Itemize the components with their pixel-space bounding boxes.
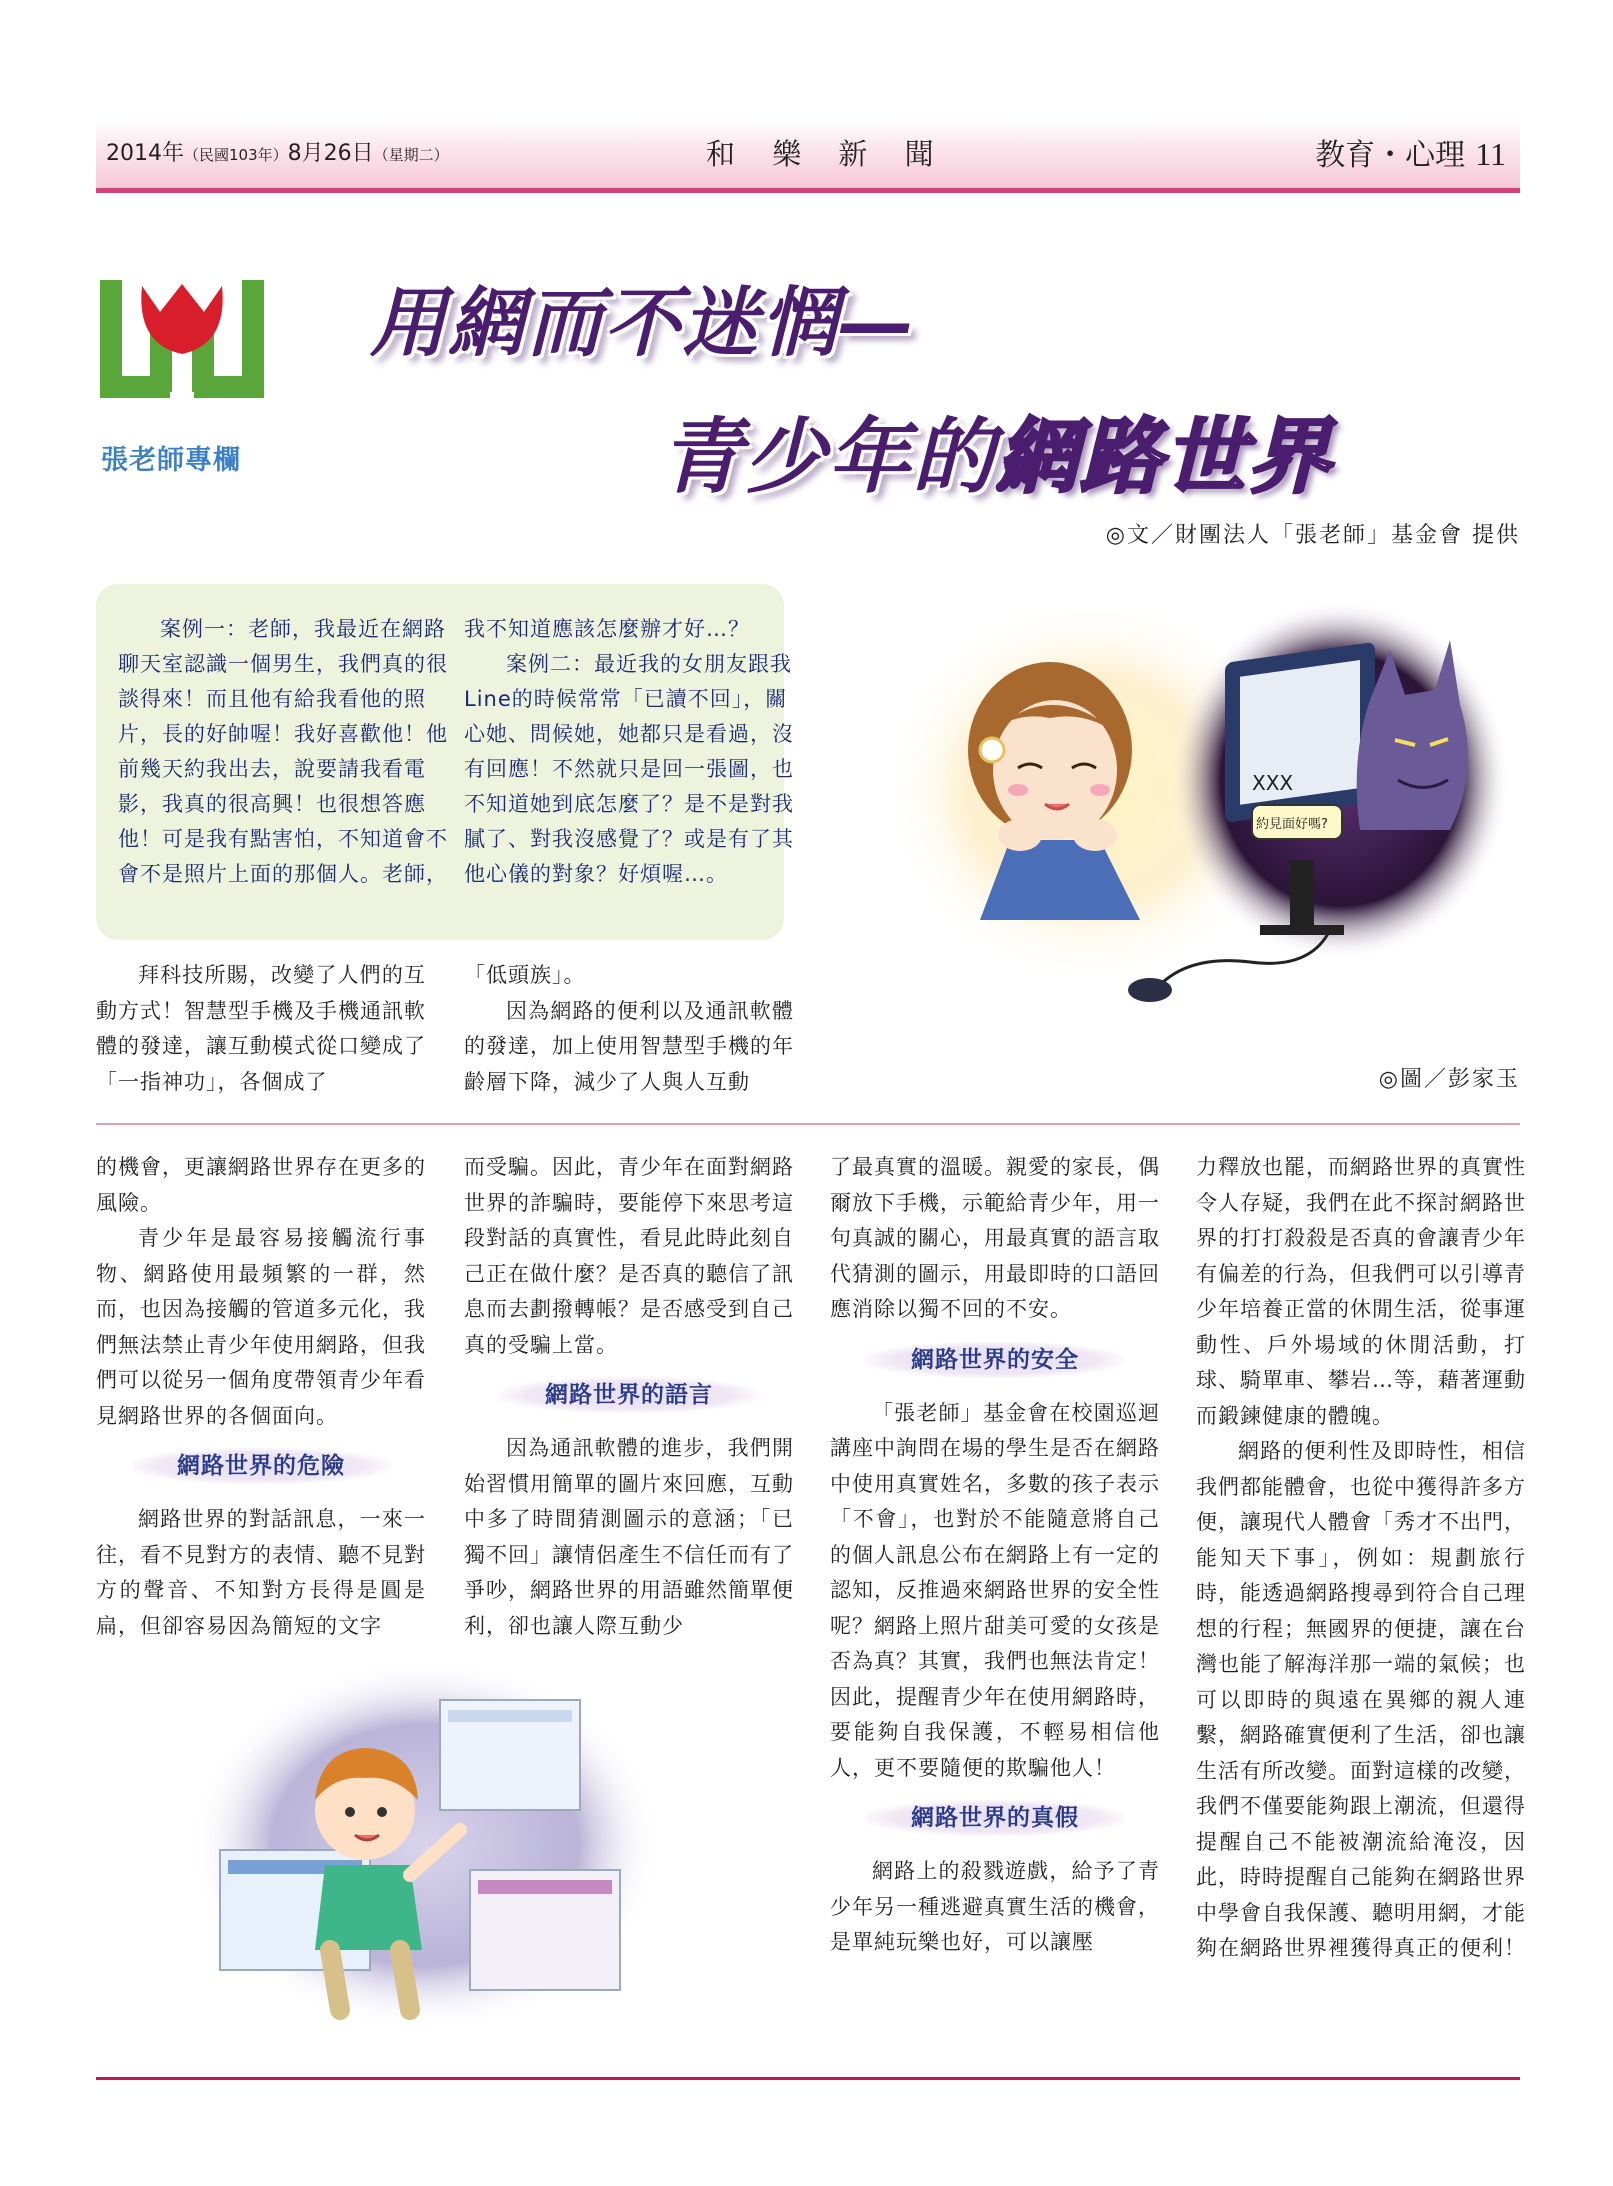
boy-web-illustration [190, 1660, 660, 2030]
intro-paragraph-2b: 因為網路的便利以及通訊軟體的發達，加上使用智慧型手機的年齡層下降，減少了人與人互動 [464, 998, 794, 1094]
body-column-1 [96, 1150, 426, 1644]
case-column-1 [118, 612, 448, 892]
date-year: 2014年 [106, 141, 184, 166]
case-two-text: 案例二：最近我的女朋友跟我Line的時候常常「已讀不回」，關心她、問候她，她都只是看過，沒有回應！不然就只是回一張圖，也不知道她到底怎麼了？是不是對我膩了、對我沒感覺了？或是有了其他心儀的對象？好煩喔…。 [464, 652, 794, 886]
body-column-4 [1196, 1150, 1526, 1967]
body-paragraph: 青少年是最容易接觸流行事物、網路使用最頻繁的一群，然而，也因為接觸的管道多元化，我們無法禁止青少年使用網路，但我們可以從另一個角度帶領青少年看見網路世界的各個面向。 [96, 1226, 426, 1428]
logo-caption: 張老師專欄 [101, 445, 241, 476]
section-title [1315, 130, 1506, 174]
newspaper-name: 和 樂 新 聞 [706, 137, 948, 171]
body-paragraph: 網路的便利性及即時性，相信我們都能體會，也從中獲得許多方便，讓現代人體會「秀才不出門，能知天下事」，例如：規劃旅行時，能透過網路搜尋到符合自己理想的行程；無國界的便捷，讓在台灣也能了解海洋那一端的氣候；也可以即時的與遠在異鄉的親人連繫，網路確實便利了生活，卻也讓生活有所改變。面對這樣的改變，我們不僅要能夠跟上潮流，但還得提醒自己不能被潮流給淹沒，因此，時時提醒自己能夠在網路世界中學會自我保護、聽明用網，才能夠在網路世界裡獲得真正的便利！ [1196, 1439, 1526, 1960]
case-column-2 [464, 612, 794, 892]
issue-date [106, 136, 449, 167]
body-paragraph: 了最真實的溫暖。親愛的家長，偶爾放下手機，示範給青少年，用一句真誠的關心，用最真實的語言取代猜測的圖示，用最即時的口語回應消除以獨不回的不安。 [830, 1155, 1160, 1321]
case-one-text: 案例一：老師，我最近在網路聊天室認識一個男生，我們真的很談得來！而且他有給我看他的照片，長的好帥喔！我好喜歡他！他前幾天約我出去，說要請我看電影，我真的很高興！也很想答應他！可是我有點害怕，不知道會不會不是照片上面的那個人。老師， [118, 617, 448, 886]
bottom-rule [96, 2077, 1520, 2080]
body-paragraph: 網路世界的對話訊息，一來一往，看不見對方的表情、聽不見對方的聲音、不知對方長得是圓是扁，但卻容易因為簡短的文字 [96, 1507, 426, 1638]
column-logo [98, 272, 266, 452]
body-column-2 [464, 1150, 794, 1644]
section-name: 教育・心理 [1315, 138, 1466, 173]
headline-outline: 網路世界 [996, 410, 1332, 505]
body-paragraph: 因為通訊軟體的進步，我們開始習慣用簡單的圖片來回應，互動中多了時間猜測圖示的意涵；「已獨不回」讓情侶產生不信任而有了爭吵，網路世界的用語雖然簡單便利，卻也讓人際互動少 [464, 1436, 794, 1638]
intro-column-2 [464, 958, 794, 1100]
byline: ◎文／財團法人「張老師」基金會 提供 [1105, 523, 1520, 548]
body-paragraph: 的機會，更讓網路世界存在更多的風險。 [96, 1155, 426, 1215]
page-header [96, 120, 1520, 193]
intro-paragraph-2a: 「低頭族」。 [464, 963, 586, 987]
body-paragraph: 而受騙。因此，青少年在面對網路世界的詐騙時，要能停下來思考這段對話的真實性，看見此時此刻自己正在做什麼？是否真的聽信了訊息而去劃撥轉帳？是否感受到自己真的受騙上當。 [464, 1155, 794, 1357]
screen-label: XXX [1252, 771, 1294, 795]
body-paragraph: 網路上的殺戮遊戲，給予了青少年另一種逃避真實生活的機會，是單純玩樂也好，可以讓壓 [830, 1859, 1160, 1954]
intro-column-1 [96, 958, 426, 1100]
screen-bubble: 約見面好嗎? [1256, 817, 1328, 832]
date-weekday: （星期二） [373, 146, 449, 164]
subheading-truth: 網路世界的真假 [865, 1800, 1125, 1836]
figure-credit: ◎圖／彭家玉 [1378, 1067, 1520, 1092]
subheading-safety: 網路世界的安全 [865, 1342, 1125, 1378]
body-column-3 [830, 1150, 1160, 1961]
section-divider [96, 1123, 1520, 1125]
headline-line-1: 用網而不迷惘— [370, 278, 916, 367]
date-roc: （民國103年） [184, 146, 288, 164]
subheading-danger: 網路世界的危險 [131, 1448, 391, 1484]
subheading-language: 網路世界的語言 [499, 1377, 759, 1413]
headline-line-2 [660, 392, 1332, 509]
body-paragraph: 力釋放也罷，而網路世界的真實性令人存疑，我們在此不探討網路世界的打打殺殺是否真的會讓青少年有偏差的行為，但我們可以引導青少年培養正當的休閒生活，從事運動性、戶外場域的休閒活動，打球、騎單車、攀岩…等，藉著運動而鍛鍊健康的體魄。 [1196, 1155, 1526, 1428]
girl-computer-illustration [890, 590, 1510, 1030]
page-number: 11 [1475, 136, 1506, 172]
date-day: 8月26日 [287, 141, 374, 166]
headline-plain: 青少年的 [660, 410, 996, 505]
case-one-ending: 我不知道應該怎麼辦才好…？ [464, 617, 750, 641]
intro-paragraph-1: 拜科技所賜，改變了人們的互動方式！智慧型手機及手機通訊軟體的發達，讓互動模式從口變成了「一指神功」，各個成了 [96, 963, 426, 1094]
body-paragraph: 「張老師」基金會在校園巡迴講座中詢問在場的學生是否在網路中使用真實姓名，多數的孩子表示「不會」，也對於不能隨意將自己的個人訊息公布在網路上有一定的認知，反推過來網路世界的安全性呢？網路上照片甜美可愛的女孩是否為真？其實，我們也無法肯定！因此，提醒青少年在使用網路時，要能夠自我保護，不輕易相信他人，更不要隨便的欺騙他人！ [830, 1400, 1160, 1780]
